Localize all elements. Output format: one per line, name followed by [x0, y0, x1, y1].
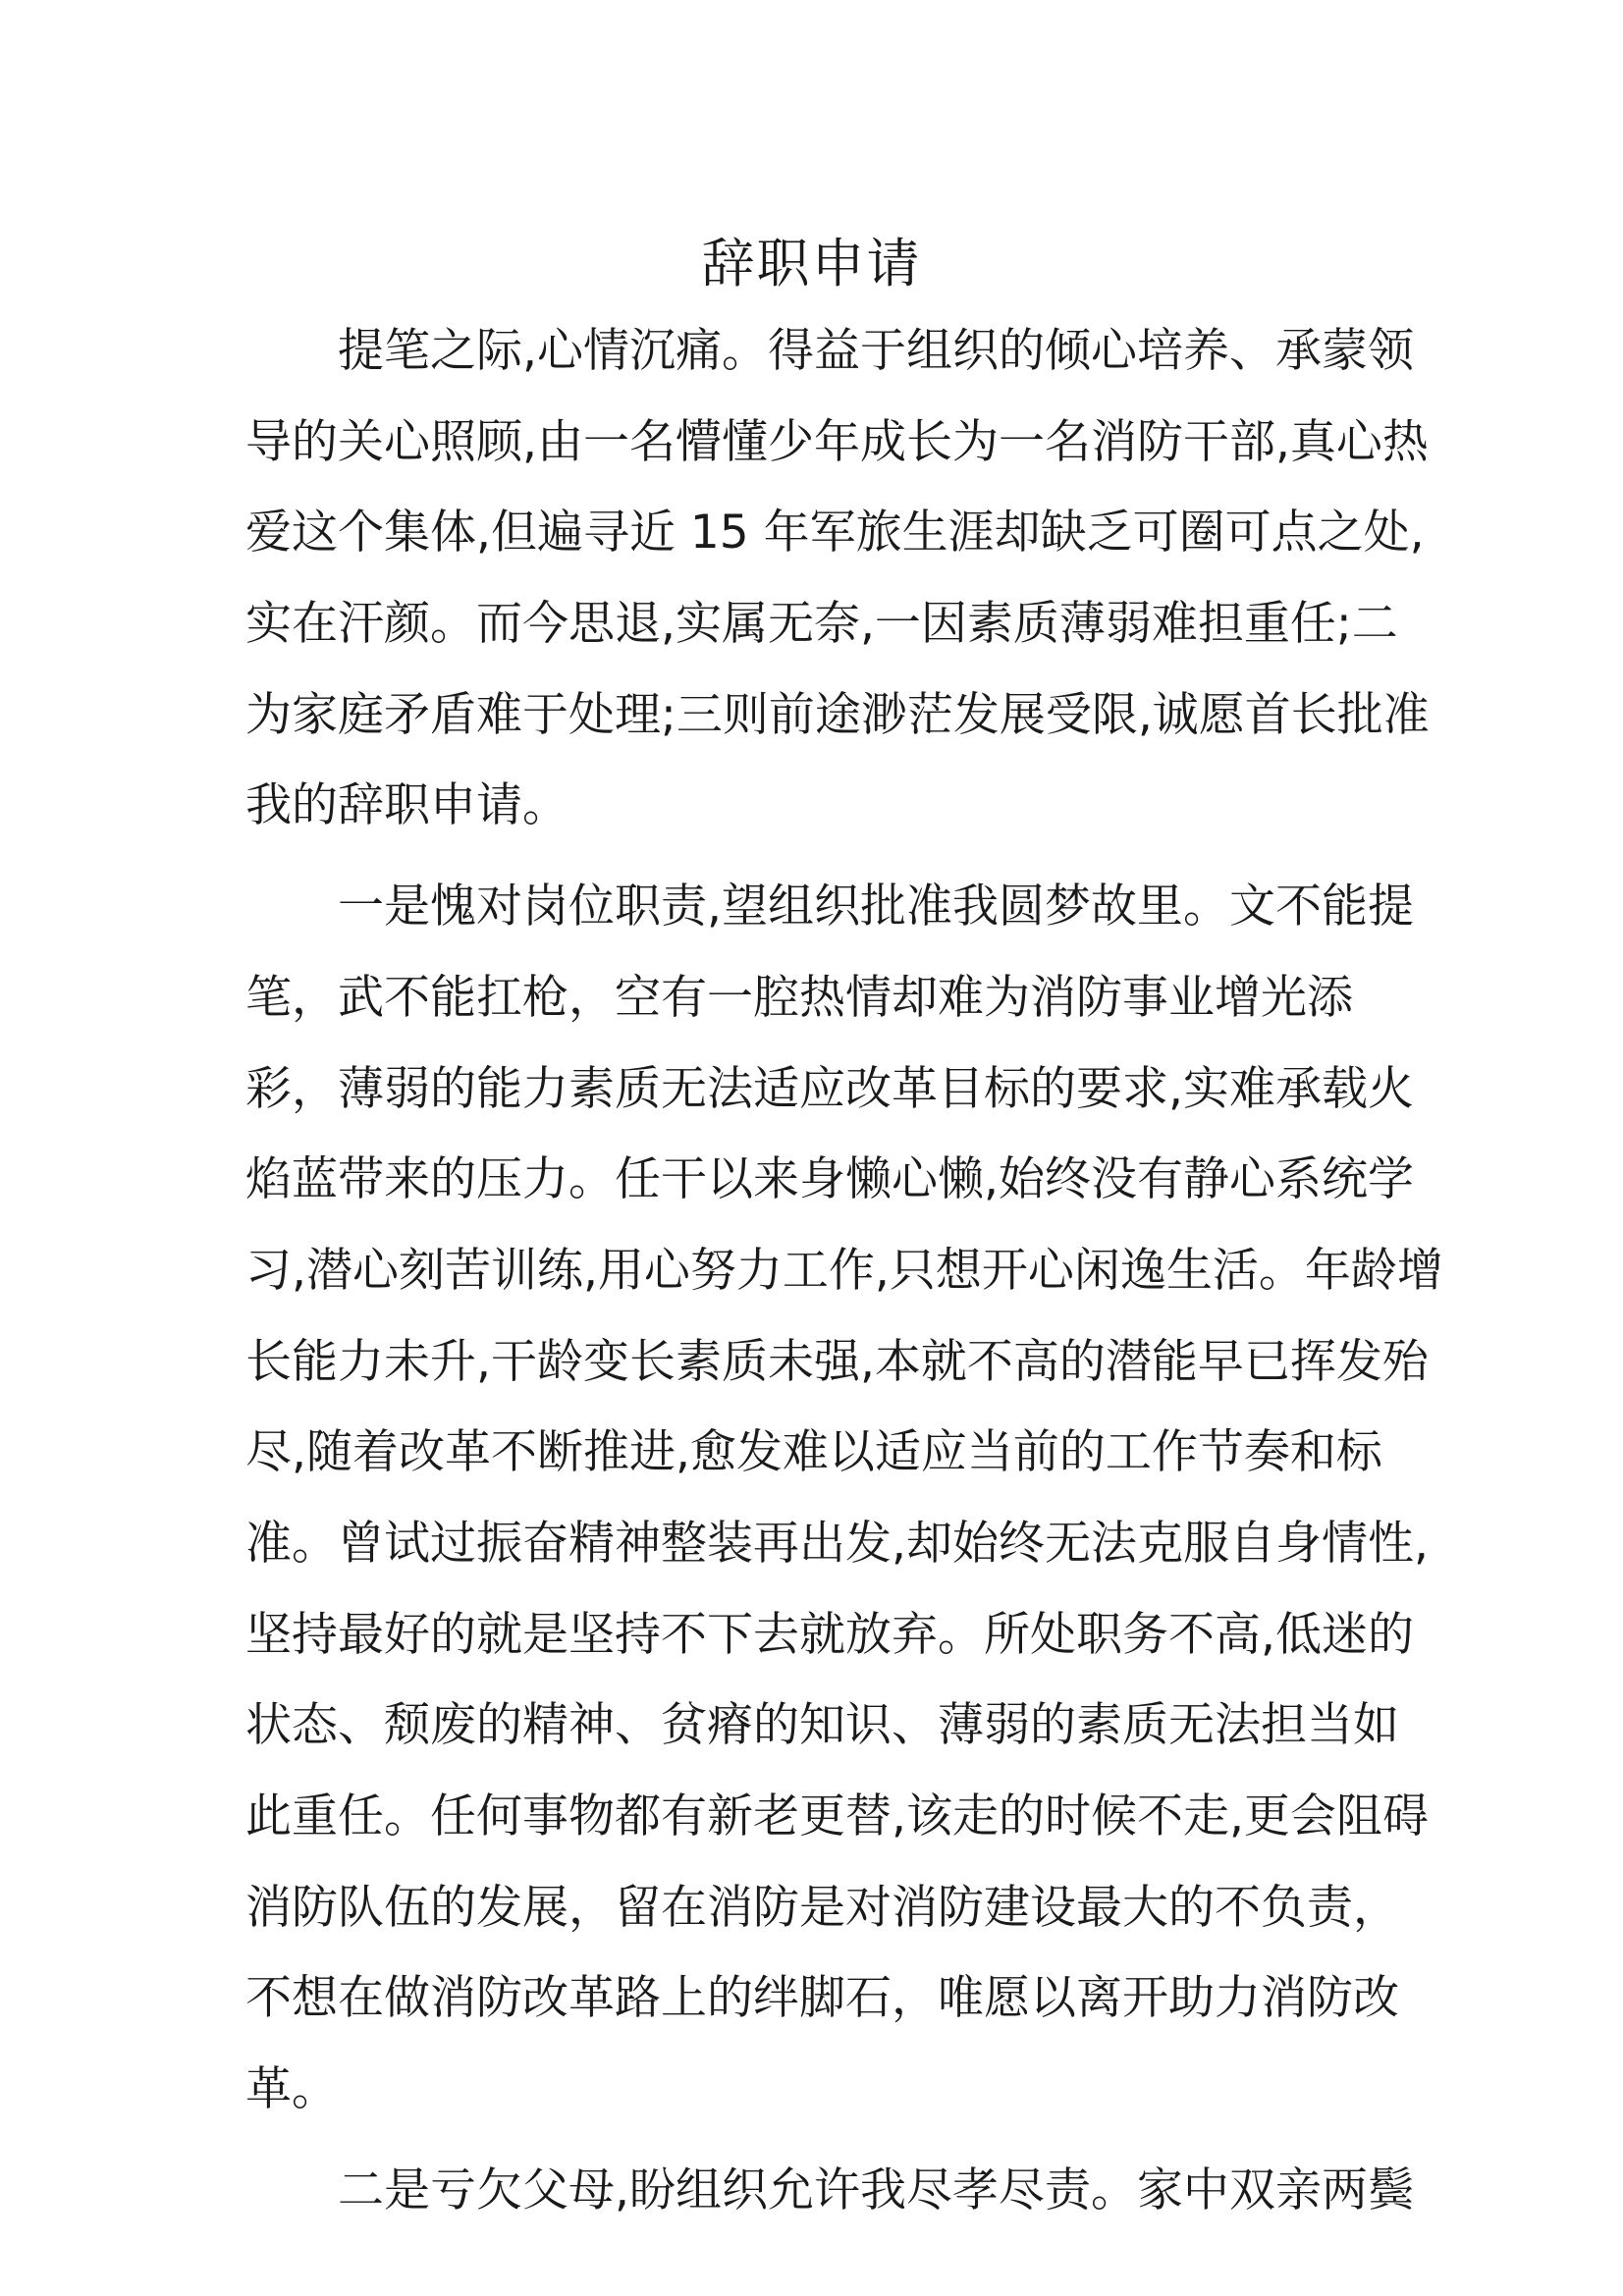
paragraph-line: 彩，薄弱的能力素质无法适应改革目标的要求,实难承载火	[245, 1061, 1414, 1116]
paragraph-line: 准。曾试过振奋精神整装再出发,却始终无法克服自身情性,	[245, 1516, 1429, 1571]
paragraph-line: 一是愧对岗位职责,望组织批准我圆梦故里。文不能提	[338, 880, 1414, 934]
paragraph-line: 状态、颓废的精神、贫瘠的知识、薄弱的素质无法担当如	[245, 1698, 1399, 1753]
paragraph-line: 坚持最好的就是坚持不下去就放弃。所处职务不高,低迷的	[245, 1607, 1414, 1662]
paragraph-3	[245, 2146, 1414, 2237]
paragraph-line: 导的关心照顾,由一名懵懂少年成长为一名消防干部,真心热	[245, 414, 1429, 469]
paragraph-line: 不想在做消防改革路上的绊脚石，唯愿以离开助力消防改	[245, 1971, 1399, 2026]
paragraph-line: 笔，武不能扛枪，空有一腔热情却难为消防事业增光添	[245, 970, 1353, 1025]
paragraph-1	[245, 306, 1430, 852]
paragraph-spacer	[245, 2136, 1394, 2146]
paragraph-spacer	[245, 852, 1394, 862]
paragraph-line: 革。	[245, 2062, 338, 2117]
paragraph-line: 爱这个集体,但遍寻近 15 年军旅生涯却缺乏可圈可点之处,	[245, 506, 1425, 561]
document-title: 辞职申请	[701, 233, 922, 294]
paragraph-line: 二是亏欠父母,盼组织允许我尽孝尽责。家中双亲两鬓	[338, 2163, 1414, 2217]
paragraph-line: 习,潜心刻苦训练,用心努力工作,只想开心闲逸生活。年龄增	[245, 1243, 1443, 1298]
paragraph-line: 提笔之际,心情沉痛。得益于组织的倾心培养、承蒙领	[338, 324, 1414, 378]
paragraph-line: 长能力未升,干龄变长素质未强,本就不高的潜能早已挥发殆	[245, 1334, 1429, 1389]
paragraph-line: 实在汗颜。而今思退,实属无奈,一因素质薄弱难担重任;二	[245, 597, 1398, 652]
paragraph-line: 此重任。任何事物都有新老更替,该走的时候不走,更会阻碍	[245, 1789, 1429, 1843]
paragraph-line: 消防队伍的发展，留在消防是对消防建设最大的不负责，	[245, 1880, 1399, 1935]
document-body	[245, 306, 1443, 2236]
paragraph-line: 我的辞职申请。	[245, 778, 568, 833]
paragraph-line: 为家庭矛盾难于处理;三则前途渺茫发展受限,诚愿首长批准	[245, 687, 1430, 742]
paragraph-2	[245, 862, 1443, 2136]
paragraph-line: 尽,随着改革不断推进,愈发难以适应当前的工作节奏和标	[245, 1425, 1382, 1480]
paragraph-line: 焰蓝带来的压力。任干以来身懒心懒,始终没有静心系统学	[245, 1152, 1414, 1207]
